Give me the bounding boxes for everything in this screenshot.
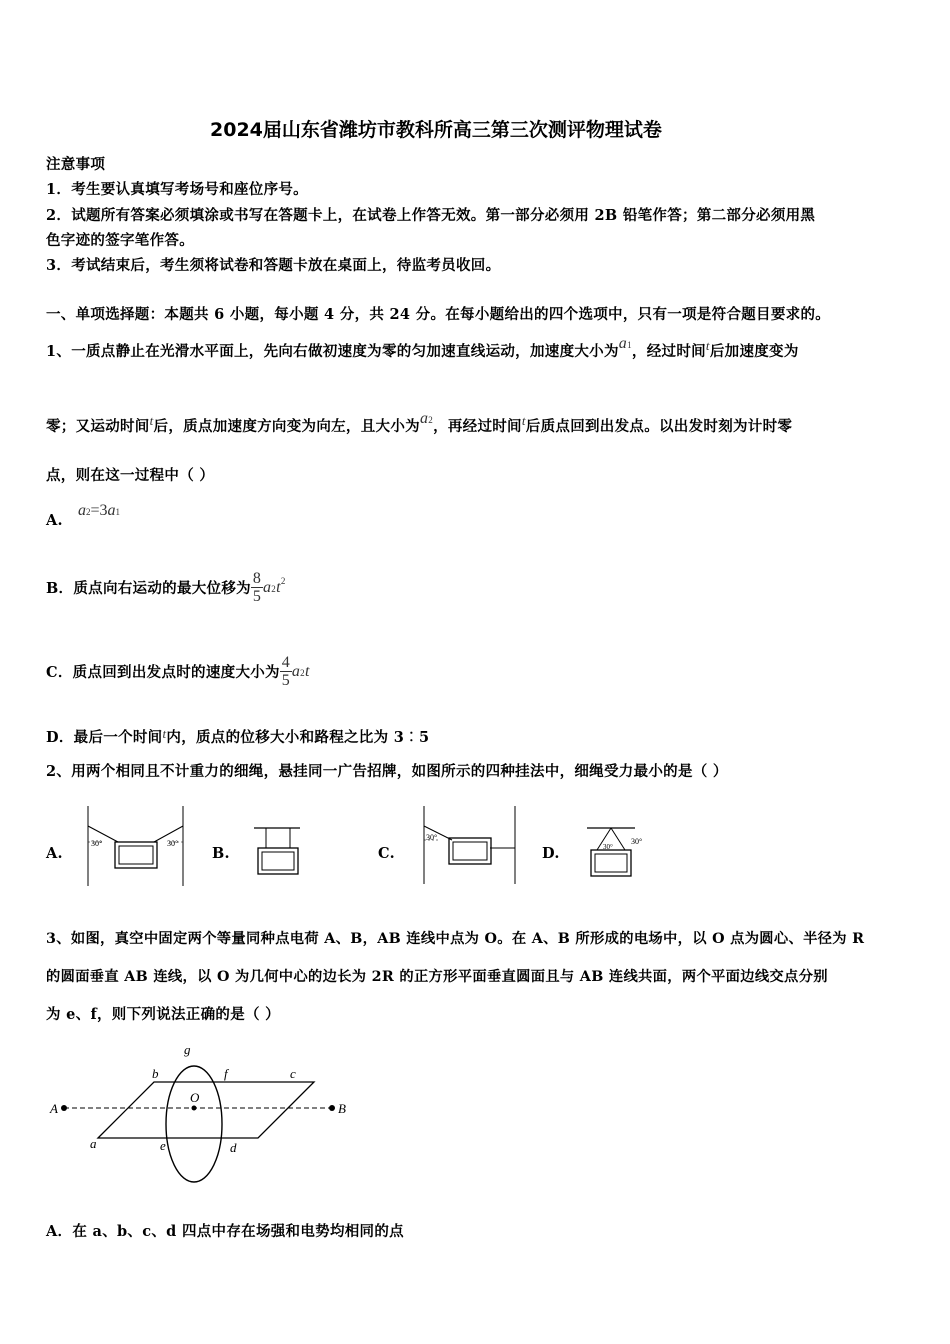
- section-heading: 一、单项选择题：本题共 6 小题，每小题 4 分，共 24 分。在每小题给出的四个选项中，只有一项是符合题目要求的。: [46, 306, 831, 323]
- q1-option-c-text: C．质点回到出发点时的速度大小为: [46, 664, 280, 681]
- q1-option-c: [46, 654, 310, 689]
- notice-heading: 注意事项: [46, 156, 106, 173]
- q2-stem: 2、用两个相同且不计重力的细绳，悬挂同一广告招牌，如图所示的四种挂法中，细绳受力最小的是（ ）: [46, 763, 728, 780]
- label-f: f: [224, 1066, 228, 1081]
- point-o-dot: [192, 1106, 197, 1111]
- q1-option-d: D．最后一个时间t内，质点的位移大小和路程之比为 3︰5: [46, 726, 430, 746]
- charge-b-dot: [329, 1105, 335, 1111]
- q2-figure-d: [585, 822, 655, 878]
- q3-line-1: 3、如图，真空中固定两个等量同种点电荷 A、B，AB 连线中点为 O。在 A、B 所形成的电场中，以 O 点为圆心、半径为 R: [46, 931, 865, 947]
- angle-label: 30°: [426, 833, 438, 842]
- q1-option-a-label: A.: [46, 512, 63, 529]
- q1-symbol-t: t: [705, 338, 710, 353]
- fraction-8-5: $\frac{8}{5}$: [252, 570, 262, 605]
- q1-symbol-t: t: [521, 413, 526, 428]
- q1-option-b: [46, 570, 286, 605]
- label-g: g: [184, 1042, 191, 1057]
- q1-line-3: 点，则在这一过程中（ ）: [46, 467, 215, 484]
- q1-option-b-formula: $a2t^2$: [262, 575, 286, 596]
- q1-line-2: [46, 410, 793, 436]
- charge-a-dot: [61, 1105, 67, 1111]
- q1-text: 后质点回到出发点。以出发时刻为计时零: [525, 418, 793, 435]
- q1-option-b-text: B．质点向右运动的最大位移为: [46, 580, 251, 597]
- q1-symbol-a2: a2: [419, 410, 434, 427]
- q2-figure-a: [82, 806, 190, 888]
- angle-label: 30°: [167, 839, 179, 848]
- q2-figure-b: [250, 826, 306, 876]
- q2-figure-c: [418, 806, 522, 886]
- q1-line-1: [46, 335, 799, 361]
- q1-symbol-t: t: [149, 413, 154, 428]
- page-title: 2024届山东省潍坊市教科所高三第三次测评物理试卷: [210, 119, 662, 141]
- q2-option-c-label: C.: [378, 845, 395, 862]
- q2-option-a-label: A.: [46, 845, 63, 862]
- notice-item-2-cont: 色字迹的签字笔作答。: [46, 232, 194, 249]
- q3-option-a: A．在 a、b、c、d 四点中存在场强和电势均相同的点: [46, 1223, 404, 1240]
- label-b: b: [152, 1066, 159, 1081]
- notice-item-2: 2．试题所有答案必须填涂或书写在答题卡上，在试卷上作答无效。第一部分必须用 2B 铅笔作答；第二部分必须用黑: [46, 207, 816, 224]
- notice-item-1: 1．考生要认真填写考场号和座位序号。: [46, 181, 308, 198]
- label-a-charge: A: [50, 1101, 58, 1116]
- label-b-charge: B: [338, 1101, 346, 1116]
- q1-text: 后，质点加速度方向变为向左，且大小为: [153, 418, 420, 435]
- q1-text: ，经过时间: [631, 343, 706, 360]
- circle-plane: [166, 1066, 222, 1182]
- q1-option-c-formula: a2t: [291, 662, 310, 680]
- notice-item-3: 3．考试结束后，考生须将试卷和答题卡放在桌面上，待监考员收回。: [46, 257, 501, 274]
- q1-text: 1、一质点静止在光滑水平面上，先向右做初速度为零的匀加速直线运动，加速度大小为: [46, 343, 619, 360]
- q3-line-2: 的圆面垂直 AB 连线，以 O 为几何中心的边长为 2R 的正方形平面垂直圆面且与 AB 连线共面，两个平面边线交点分别: [46, 969, 828, 985]
- q2-option-d-label: D.: [542, 845, 560, 862]
- q1-text: 零；又运动时间: [46, 418, 150, 435]
- q1-text: 后加速度变为: [709, 343, 799, 360]
- angle-label: 30°: [603, 843, 613, 851]
- q3-line-3: 为 e、f，则下列说法正确的是（ ）: [46, 1006, 280, 1023]
- q1-symbol-a1: a1: [618, 335, 632, 352]
- label-c: c: [290, 1066, 296, 1081]
- fraction-4-5: $\frac{4}{5}$: [281, 654, 290, 689]
- label-a: a: [90, 1136, 97, 1151]
- angle-label: 30°: [631, 837, 643, 846]
- label-d: d: [230, 1140, 237, 1155]
- q3-diagram: [44, 1032, 356, 1188]
- q2-option-b-label: B.: [212, 845, 230, 862]
- square-plane: [98, 1082, 314, 1138]
- angle-label: 30°: [91, 839, 103, 848]
- label-e: e: [160, 1138, 166, 1153]
- q1-text: ，再经过时间: [433, 418, 522, 435]
- label-o: O: [190, 1090, 200, 1105]
- q1-option-a-formula: a2=3a1: [78, 502, 121, 519]
